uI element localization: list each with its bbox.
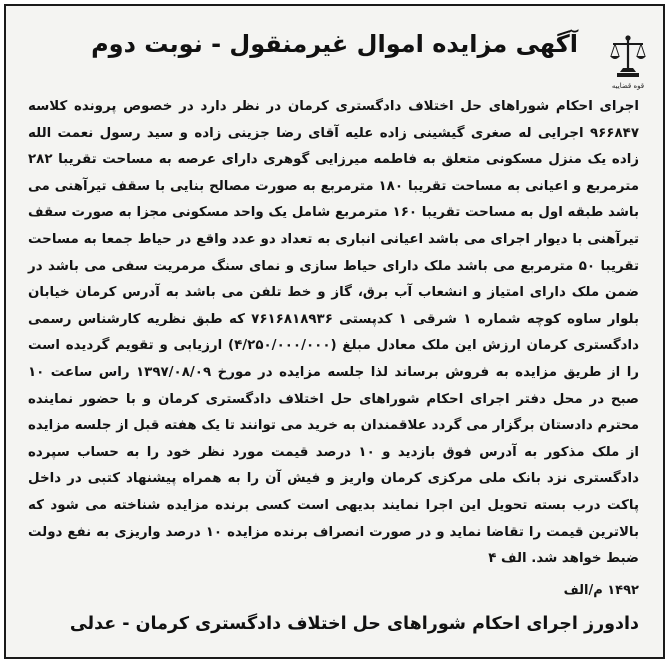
notice-title: آگهی مزایده اموال غیرمنقول - نوبت دوم (91, 30, 578, 58)
scales-of-justice-icon (609, 34, 647, 80)
notice-reference-code: ۱۴۹۲ م/الف (563, 583, 639, 598)
notice-frame (4, 4, 665, 659)
emblem-caption: قوه قضاییه (611, 82, 645, 90)
judiciary-emblem (605, 34, 651, 96)
notice-body: اجرای احکام شوراهای حل اختلاف دادگستری کرمان در نظر دارد در خصوص پرونده کلاسه ۹۶۶۸۴۷ اجرایی له صغری گیشینی زاده علیه آقای رضا جزینی زاده و سید رسول نعمت الله زاده یک منزل مسکونی متعلق به فاطمه میرزایی گوهری دارای عرصه به مساحت تقریبا ۲۸۲ مترمربع و اعیانی به مساحت تقریبا ۱۸۰ مترمربع به صورت مصالح بنایی با سقف تیرآهنی می باشد طبقه اول به مساحت تقریبا ۱۶۰ مترمربع شامل یک واحد مسکونی مجزا به صورت سقف تیرآهنی با دیوار اجرای می باشد اعیانی انباری به تعداد دو عدد واقع در حیاط جمعا به مساحت تقریبا ۵۰ مترمربع می باشد ملک دارای حیاط سازی و نمای سنگ مرمریت سفی می باشد در ضمن ملک دارای امتیاز و انشعاب آب برق، گاز و خط تلفن می باشد به آدرس کرمان خیابان بلوار ساوه کوچه شماره ۱ شرقی ۱ کدپستی ۷۶۱۶۸۱۸۹۳۶ که طبق نظریه کارشناس رسمی دادگستری کرمان ارزش این ملک معادل مبلغ (۴/۲۵۰/۰۰۰/۰۰۰) ارزیابی و تقویم گردیده است را از طریق مزایده به فروش برساند لذا جلسه مزایده در مورخ ۱۳۹۷/۰۸/۰۹ راس ساعت ۱۰ صبح در محل دفتر اجرای احکام شوراهای حل اختلاف دادگستری کرمان و با حضور نماینده محترم دادستان برگزار می گردد علاقمندان به خرید می توانند تا یک هفته قبل از جلسه مزایده از ملک مذکور به آدرس فوق بازدید و ۱۰ درصد قیمت مورد نظر خود را به حساب سپرده دادگستری نزد بانک ملی مرکزی کرمان واریز و فیش آن را به همراه پیشنهاد کتبی در داخل پاکت درب بسته تحویل این اجرا نمایند بدیهی است کسی برنده مزایده شناخته می شود که بالاترین قیمت را تقاضا نماید و در صورت انصراف برنده مزایده ۱۰ درصد واریزی به نفع دولت ضبط خواهد شد. الف ۴ (28, 99, 640, 567)
notice-signature: دادورز اجرای احکام شوراهای حل اختلاف دادگستری کرمان - عدلی (69, 614, 639, 634)
